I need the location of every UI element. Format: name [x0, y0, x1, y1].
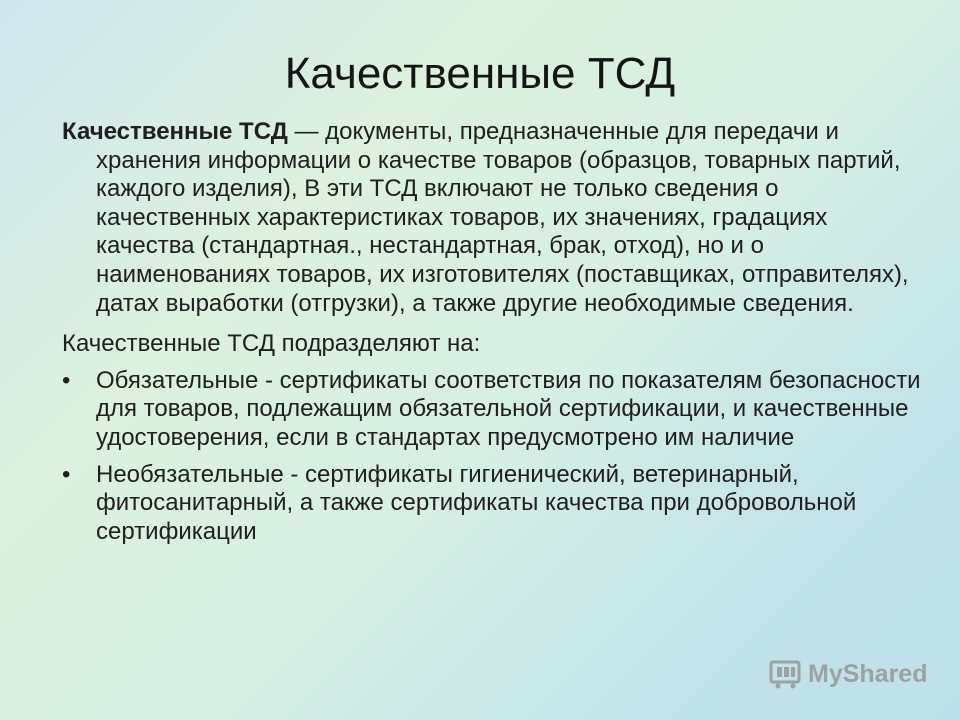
bullet-marker: •: [62, 460, 71, 488]
slide-title: Качественные ТСД: [284, 49, 676, 98]
bullet-marker: •: [62, 366, 71, 394]
bullet-item-optional: [62, 461, 922, 547]
slide-body: [62, 118, 922, 546]
myshared-watermark: [768, 656, 928, 692]
definition-paragraph: [62, 118, 922, 318]
shopping-cart-icon: [768, 659, 802, 689]
bullet-text-mandatory: Обязательные - сертификаты соответствия по показателям безопасности для товаров, подлежащим обязательной сертификации, и качественные удостоверения, если в стандартах предусмотрено им наличие: [96, 366, 921, 451]
definition-term: Качественные ТСД: [62, 118, 288, 145]
watermark-brand: MyShared: [808, 659, 928, 688]
subdivision-intro: Качественные ТСД подразделяют на:: [62, 330, 481, 358]
definition-text: — документы, предназначенные для передачи и хранения информации о качестве товаров (образцов, товарных партий, каждого изделия), В эти ТСД включают не только сведения о качественных характеристиках товаров, их значениях, градациях качества (стандартная., нестандартная, брак, отход), но и о наименованиях товаров, их изготовителях (поставщиках, отправителях), датах выработки (отгрузки), а также другие необходимые сведения.: [96, 118, 909, 317]
bullet-text-optional: Необязательные - сертификаты гигиенический, ветеринарный, фитосанитарный, а также сертификаты качества при добровольной сертификации: [96, 460, 857, 545]
bullet-item-mandatory: [62, 367, 922, 453]
